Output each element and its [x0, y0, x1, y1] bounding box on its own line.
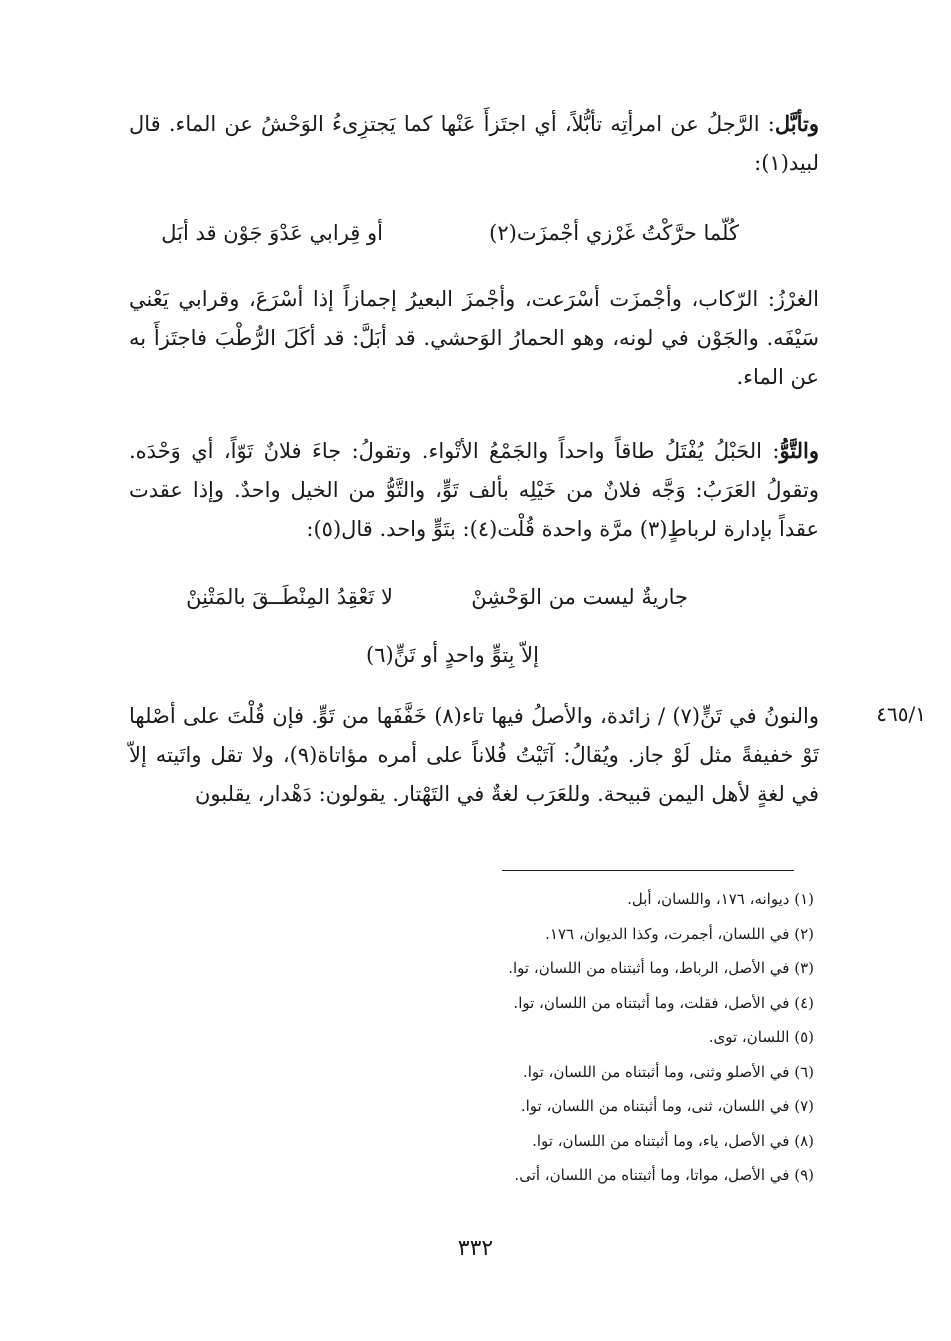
footnote-1: (١) ديوانه، ١٧٦، واللسان، أبل. [627, 890, 814, 908]
footnote-9: (٩) في الأصل، مواتا، وما أثبتناه من اللسان، أتى. [514, 1166, 814, 1184]
verse-1-second-hemistich: أو قِرابي عَدْوَ جَوْن قد أبَل [161, 221, 383, 245]
paragraph-nun-text: والنونُ في تَنٍّ(٧) / زائدة، والأصلُ فيها تاء(٨) خَفَّفَها من تَوٍّ. فإن قُلْتَ على أصْلها تَوْ خفيفةً مثل لَوْ جاز. ويُقالُ: آتَيْتُ فُلاناً على أمره مؤاتاة(٩)، ولا تقل واتَيته إلاّ في لغةٍ لأهل اليمن قبيحة. وللعَرَب لغةٌ في التَهْتار. يقولون: دَهْدار، يقلبون [129, 704, 819, 806]
paragraph-tawwu [129, 431, 819, 549]
headword-tawwu: والتَّوُّ [779, 438, 819, 463]
footnote-7: (٧) في اللسان، ثنى، وما أثبتناه من اللسان، توا. [520, 1097, 814, 1115]
paragraph-ta-abbal-text: : الرَّجلُ عن امرأتِه تأبُّلاً، أي اجتَزأَ عَنْها كما يَجتزِىءُ الوَحْشُ عن الماء. قال لبيد(١): [129, 112, 819, 175]
paragraph-gharz-explanation [129, 280, 819, 397]
footnote-separator [502, 870, 794, 871]
page-number: ٣٣٢ [457, 1236, 494, 1261]
verse-3: إلاّ بِتوٍّ واحدٍ أو تَنٍّ(٦) [365, 643, 539, 667]
footnote-3: (٣) في الأصل، الرباط، وما أثبتناه من اللسان، توا. [508, 959, 814, 977]
footnote-5: (٥) اللسان، توى. [708, 1028, 814, 1046]
paragraph-gharz-text: الغرْزُ: الرّكاب، وأجْمزَت أسْرَعت، وأجْمزَ البعيرُ إجمازاً إذا أسْرَعَ، وقرابي يَعْني سَيْفَه. والجَوْن في لونه، وهو الحمارُ الوَحشي. قد أبَلَّ: قد أكَلَ الرُّطْبَ فاجتَزأَ به عن الماء. [129, 287, 819, 389]
paragraph-ta-abbal [129, 104, 819, 183]
manuscript-page-reference: ٤٦٥/١ [876, 702, 926, 726]
verse-1-first-hemistich: كُلّما حرَّكْتُ غَرْزي أجْمزَت(٢) [489, 221, 739, 245]
verse-2-second-hemistich: لا تَعْقِدُ المِنْطَــقَ بالمَتْنِنْ [186, 585, 393, 609]
verse-2-first-hemistich: جاريةٌ ليست من الوَحْشِنْ [471, 585, 688, 609]
footnote-6: (٦) في الأصلو وثنى، وما أثبتناه من اللسان، توا. [522, 1062, 814, 1081]
footnote-8: (٨) في الأصل، ياء، وما أثبتناه من اللسان، توا. [532, 1131, 814, 1150]
headword-ta-abbal: وتأبَّل [774, 111, 819, 136]
paragraph-nun [129, 697, 819, 814]
footnote-2: (٢) في اللسان، أجمرت، وكذا الديوان، ١٧٦. [545, 924, 814, 943]
paragraph-tawwu-text: : الحَبْلُ يُفْتَلُ طاقاً واحداً والجَمْعُ الأتْواء. وتقولُ: جاءَ فلانٌ تَوّاً، أي وَحْدَه. وتقولُ العَرَبُ: وَجَّه فلانٌ من خَيْلِه بألف تَوٍّ، والتَّوُّ من الخيل واحدٌ. وإذا عقدت عقداً بإدارة لرباطٍ(٣) مرَّة واحدة قُلْت(٤): بتَوٍّ واحد. قال(٥): [129, 439, 819, 541]
footnote-4: (٤) في الأصل، فقلت، وما أثبتناه من اللسان، توا. [513, 993, 814, 1012]
footnotes-list [314, 882, 814, 1193]
